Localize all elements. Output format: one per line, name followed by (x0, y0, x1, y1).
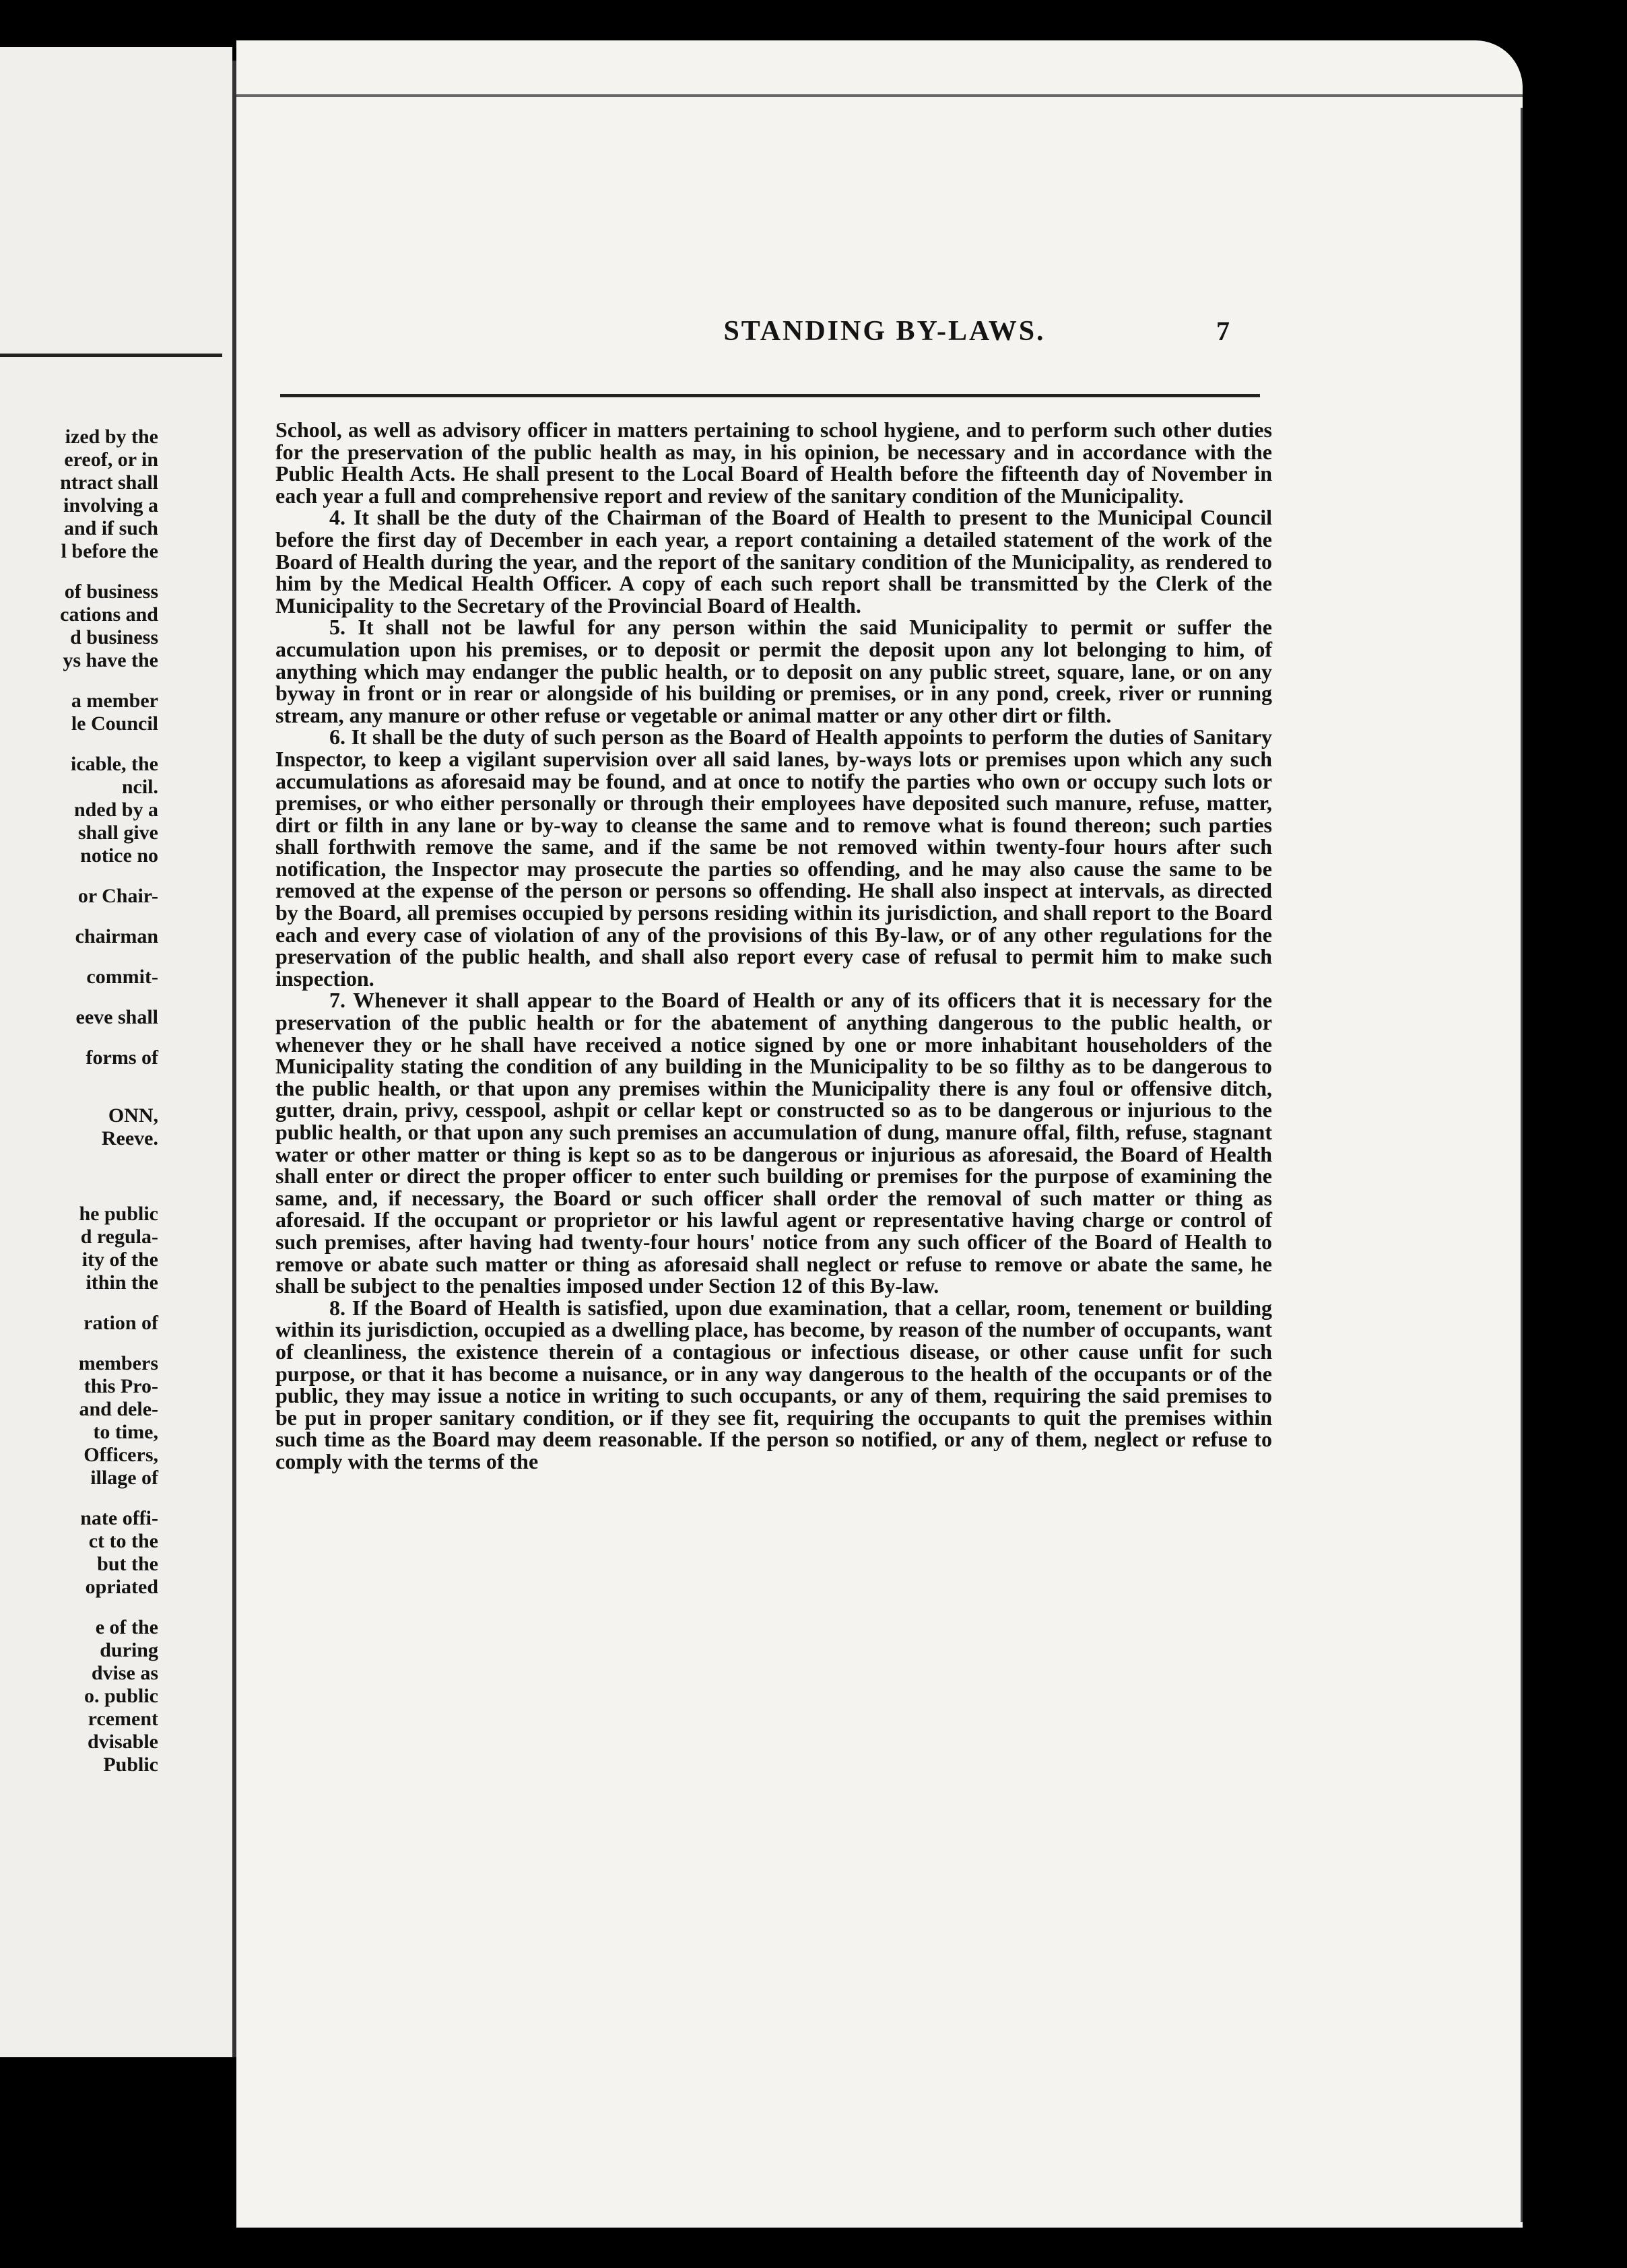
left-page-gap (0, 672, 158, 690)
left-page-gap (0, 1168, 158, 1185)
left-page-gap (0, 908, 158, 925)
left-page-line: illage of (90, 1467, 158, 1489)
running-header (236, 311, 1523, 352)
page-number: 7 (1216, 316, 1230, 346)
left-page-line: d business (70, 626, 158, 648)
left-page-line: o. public (84, 1685, 158, 1707)
section-7-paragraph: 7. Whenever it shall appear to the Board of Health or any of its officers that it is necessary for the preservation of the public health or for the abatement of anything dangerous to the public health, or whenever they or he shall have received a notice signed by one or more inhabitant householders of the Municipality stating the condition of any building in the Municipality to be so filthy as to be dangerous to the public health, or that upon any premises within the Municipality there is any foul or offensive ditch, gutter, drain, privy, cesspool, ashpit or cellar kept or constructed so as to be dangerous or injurious to the public health, or that upon any such premises an accumulation of dung, manure offal, filth, refuse, stagnant water or other matter or thing is kept so as to be dangerous or injurious as aforesaid, the Board of Health shall enter or direct the proper officer to enter such building or premises for the purpose of examining the same, and, if necessary, the Board or such officer shall order the removal of such matter or thing as aforesaid. If the occupant or proprietor or his lawful agent or representative having charge or control of such premises, after having had twenty-four hours' notice from any such officer of the Board of Health to remove or abate such matter or thing as aforesaid shall neglect or refuse to remove or abate the same, he shall be subject to the penalties imposed under Section 12 of this By-law. (275, 988, 1272, 1298)
left-page-line: opriated (85, 1576, 158, 1598)
running-title: STANDING BY-LAWS. (723, 316, 1046, 347)
section-4-paragraph: 4. It shall be the duty of the Chairman of the Board of Health to present to the Municipal Council before the first day of December in each year, a report containing a detailed statement of the work of the Board of Health during the year, and the report of the sanitary condition of the Municipality, as rendered to him by the Medical Health Officer. A copy of each such report shall be transmitted by the Clerk of the Municipality to the Secretary of the Provincial Board of Health. (275, 505, 1272, 618)
left-page-gap (0, 735, 158, 753)
left-page-line: shall give (77, 822, 158, 844)
left-page-line: eeve shall (75, 1006, 158, 1028)
left-page-line: dvisable (87, 1731, 158, 1753)
left-page-gap (0, 1185, 158, 1203)
left-page-line: ized by the (65, 426, 158, 448)
page-right-edge (1521, 108, 1523, 2222)
left-page-text (0, 426, 232, 1776)
left-page-line: forms of (86, 1046, 158, 1069)
left-page-gap (0, 1335, 158, 1352)
body-text (275, 419, 1272, 1473)
left-page-gap (0, 1069, 158, 1087)
left-page-line: chairman (75, 925, 158, 947)
left-page-line: ithin the (86, 1271, 158, 1294)
left-page-line: ntract shall (60, 471, 158, 494)
left-page-line: nate offi- (80, 1507, 158, 1529)
left-page-line: members (78, 1352, 158, 1374)
left-page-line: ys have the (63, 649, 158, 671)
left-page-line: Public (103, 1754, 158, 1776)
left-page-line: or Chair- (77, 885, 158, 907)
left-page-gap (0, 989, 158, 1006)
section-5-paragraph: 5. It shall not be lawful for any person within the said Municipality to permit or suffer the accumulation upon his premises, or to deposit or permit the deposit upon any lot belonging to him, of anything which may endanger the public health, or to deposit on any public street, square, lane, or on any byway in front or in rear or alongside of his building or premises, or in any pond, creek, river or running stream, any manure or other refuse or vegetable or animal matter or any other dirt or filth. (275, 615, 1272, 727)
left-page-gap (0, 1029, 158, 1046)
left-page-line: ity of the (81, 1248, 158, 1271)
left-page-line: nded by a (73, 799, 158, 821)
left-page-gap (0, 1294, 158, 1312)
left-page-line: Officers, (84, 1444, 158, 1466)
header-rule (280, 394, 1260, 397)
left-page-gap (0, 1490, 158, 1507)
left-page-gap (0, 1150, 158, 1168)
page-top-edge (236, 94, 1523, 97)
left-page-line: rcement (88, 1708, 158, 1730)
paragraph-3-continuation: School, as well as advisory officer in matters pertaining to school hygiene, and to perform such other duties for the preservation of the public health as may, in his opinion, be necessary and in accordance with the Public Health Acts. He shall present to the Local Board of Health before the fifteenth day of November in each year a full and comprehensive report and review of the sanitary condition of the Municipality. (275, 418, 1272, 508)
section-6-paragraph: 6. It shall be the duty of such person as the Board of Health appoints to perform the duties of Sanitary Inspector, to keep a vigilant supervision over all said lanes, by-ways lots or premises upon which any such accumulations as aforesaid may be found, and at once to notify the parties who own or occupy such lots or premises, or who either personally or through their employees have deposited such manure, refuse, matter, dirt or filth in any lane or by-way to cleanse the same and to remove what is found thereon; such parties shall forthwith remove the same, and if the same be not removed within twenty-four hours after such notification, the Inspector may prosecute the parties so offending, and he may also cause the same to be removed at the expense of the person or persons so offending. He shall also inspect at intervals, as directed by the Board, all premises occupied by persons residing within its jurisdiction, and shall report to the Board each and every case of violation of any of the provisions of this By-law, or of any other regulations for the preservation of the public health, and shall also report every case of refusal to permit him to make such inspection. (275, 725, 1272, 991)
left-page-line: le Council (71, 712, 158, 735)
left-page-line: during (100, 1639, 158, 1661)
left-page-line: ereof, or in (64, 448, 158, 471)
left-page-rule (0, 354, 222, 357)
left-page-line: of business (64, 580, 158, 603)
left-page-line: ncil. (121, 776, 158, 798)
left-page-line: notice no (80, 844, 158, 867)
left-page-line: ONN, (108, 1104, 158, 1127)
left-page-line: Reeve. (101, 1127, 158, 1149)
section-8-paragraph: 8. If the Board of Health is satisfied, upon due examination, that a cellar, room, tenement or building within its jurisdiction, occupied as a dwelling place, has become, by reason of the number of occupants, want of cleanliness, the existence therein of a contagious or infectious disease, or other cause unfit for such purpose, or that it has become a nuisance, or in any way dangerous to the health of the occupants or of the public, they may issue a notice in writing to such occupants, or any of them, requiring the said premises to be put in proper sanitary condition, or if they see fit, requiring the occupants to quit the premises within such time as the Board may deem reasonable. If the person so notified, or any of them, neglect or refuse to comply with the terms of the (275, 1295, 1272, 1473)
left-page-line: commit- (86, 966, 158, 988)
left-page-fragment (0, 47, 232, 2057)
left-page-line: dvise as (91, 1662, 158, 1684)
left-page-gap (0, 948, 158, 966)
left-page-line: d regula- (80, 1226, 158, 1248)
left-page-line: this Pro- (84, 1375, 158, 1397)
left-page-gap (0, 1087, 158, 1104)
left-page-line: e of the (95, 1616, 158, 1638)
left-page-line: but the (97, 1553, 158, 1575)
left-page-line: a member (71, 690, 158, 712)
left-page-gap (0, 563, 158, 580)
left-page-gap (0, 867, 158, 885)
left-page-line: and if such (63, 517, 158, 539)
left-page-gap (0, 1599, 158, 1616)
left-page-line: to time, (93, 1421, 158, 1443)
left-page-line: and dele- (79, 1398, 158, 1420)
left-page-line: icable, the (71, 753, 158, 775)
left-page-line: ration of (84, 1312, 158, 1334)
left-page-line: he public (79, 1203, 158, 1225)
left-page-line: l before the (61, 540, 158, 562)
book-page (236, 40, 1523, 2228)
left-page-line: cations and (60, 603, 158, 626)
left-page-line: ct to the (88, 1530, 158, 1552)
left-page-line: involving a (63, 494, 158, 516)
